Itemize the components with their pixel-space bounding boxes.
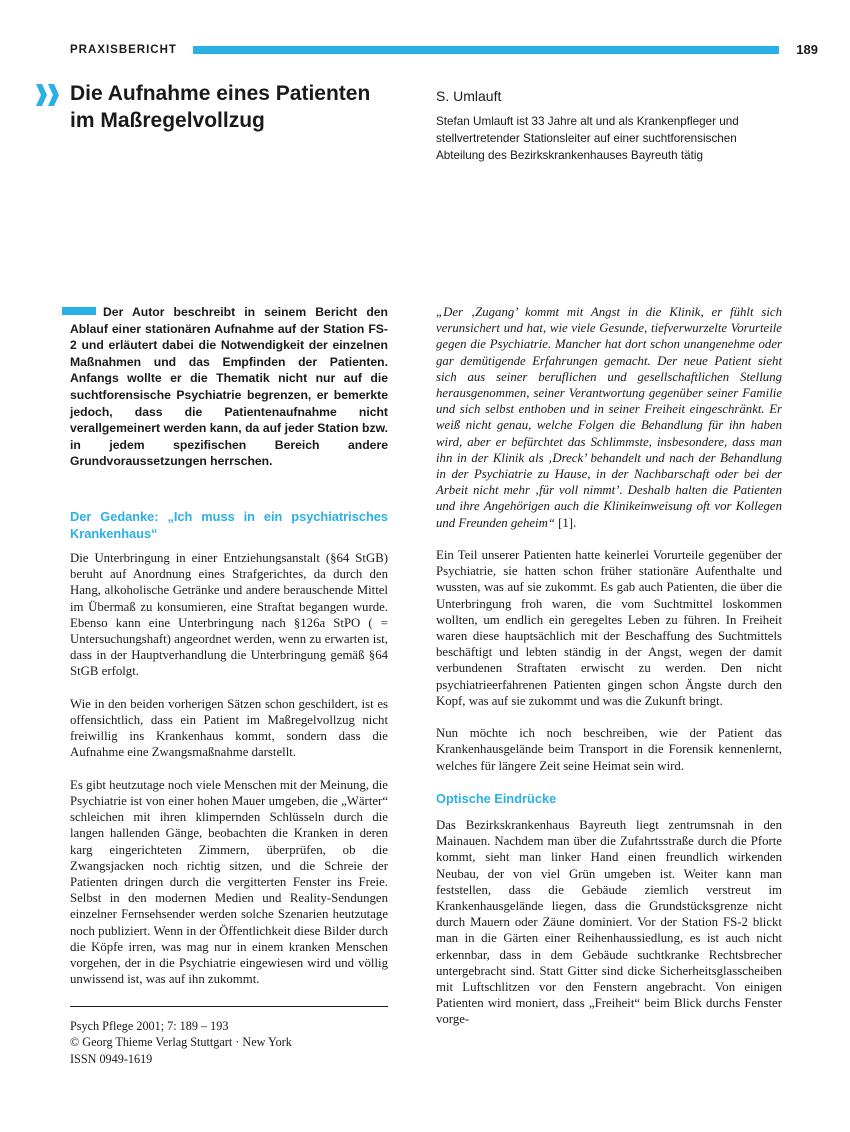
left-column [70, 304, 388, 1004]
title-line-1: Die Aufnahme eines Patienten [70, 82, 371, 105]
footer-citation [70, 1006, 388, 1067]
paragraph: Die Unterbringung in einer Entziehungsanstalt (§64 StGB) beruht auf Anordnung eines Strafgerichtes, da durch den Hang, alkoholische Getränke und andere berauschende Mittel im Übermaß zu konsumieren, eine Straftat begangen wurde. Ebenso kann eine Unterbringung nach §126a StPO ( = Untersuchungshaft) angeordnet werden, wenn zu erwarten ist, dass in der Hauptverhandlung die Unterbringung gemäß §64 StGB erfolgt. [70, 550, 388, 679]
paragraph: Wie in den beiden vorherigen Sätzen schon geschildert, ist es offensichtlich, dass ein Patient im Maßregelvollzug nicht freiwillig ins Krankenhaus kommt, sondern dass die Aufnahme eine Zwangsmaßnahme darstellt. [70, 696, 388, 760]
running-header [70, 40, 818, 60]
section-heading-optische-eindruecke: Optische Eindrücke [436, 791, 557, 807]
paragraph: Das Bezirkskrankenhaus Bayreuth liegt zentrumsnah in den Mainauen. Nachdem man über die Zufahrtsstraße durch die Pforte kommt, sieht man linker Hand einen freundlich wirkenden Neubau, der von viel Grün umgeben ist. Weiter kann man feststellen, dass die Gebäude ziemlich verstreut im Krankenhausgelände liegen, dass die Grundstücksgrenze nicht durch Mauern oder Zäune dominiert. Vor der Station FS-2 blickt man in die Gärten einer Reihenhaussiedlung, es ist auch nicht erkennbar, dass in dem Gebäude suchtkranke Rechtsbrecher untergebracht sind. Statt Gitter sind dicke Sicherheitsglasscheiben mit Luftschlitzen vor den Fenstern angebracht. Von einigen Patienten wird moniert, dass „Freiheit“ beim Blick durchs Fenster vorge- [436, 818, 782, 1027]
abstract-text: Der Autor beschreibt in seinem Bericht den Ablauf einer stationären Aufnahme auf der Station FS-2 und erläutert dabei die Notwendigkeit der einzelnen Maßnahmen und das Empfinden der Patienten. Anfangs wollte er die Thematik nicht nur auf die suchtforensische Psychiatrie begrenzen, er bemerkte jedoch, dass die Patientenaufnahme nicht verallgemeinert werden kann, da auf jeder Station bzw. in jedem spezifischen Bereich andere Grundvoraussetzungen herrschen. [70, 305, 388, 469]
page-number: 189 [796, 42, 818, 57]
block-quote [436, 304, 782, 531]
title-line-2: im Maßregelvollzug [70, 109, 265, 132]
journal-citation: Psych Pflege 2001; 7: 189 – 193 [70, 1019, 229, 1033]
paragraph: Ein Teil unserer Patienten hatte keinerlei Vorurteile gegenüber der Psychiatrie, sie hatten schon früher stationäre Aufenthalte und wussten, was auf sie zukommt. Es gab auch Patienten, die über die Unterbringung froh waren, die vom Suchtmittel loskommen wollten, um endlich ein geregeltes Leben zu führen. In Freiheit waren diese hauptsächlich mit der Beschaffung des Suchtmittels beschäftigt und lebten ständig in der Angst, wegen der damit verbundenen Straftaten erwischt zu werden. Den nicht psychiatrieerfahrenen Patienten gingen schon Ängste durch den Kopf, was auf sie zukommt und was die Zukunft bringt. [436, 548, 782, 708]
publisher: © Georg Thieme Verlag Stuttgart · New York [70, 1035, 292, 1050]
paragraph: Es gibt heutzutage noch viele Menschen mit der Meinung, die Psychiatrie ist von einer hohen Mauer umgeben, die „Wärter“ schleichen mit ihren klimpernden Schlüsseln durch die langen hallenden Gänge, beobachten die Kranken in deren karg eingerichteten Zimmern, überprüfen, ob die Zwangsjacken noch richtig sitzen, und die Schreie der Patienten dringen durch die vergitterten Fenster ins Freie. Selbst in den modernen Medien und Reality-Sendungen einzelner Fernsehsender werden solche Szenarien heutzutage noch publiziert. Wenn in der Öffentlichkeit diese Bilder durch die Köpfe irren, was mag nur in einem kranken Menschen vorgehen, der in die Psychiatrie eingewiesen wird und völlig unwissend ist, was auf ihn zukommt. [70, 777, 388, 987]
section-label: PRAXISBERICHT [70, 44, 177, 56]
quote-text: „Der ‚Zugang’ kommt mit Angst in die Klinik, er fühlt sich verunsichert und hat, wie viele Gesunde, tiefverwurzelte Vorurteile gegen die Psychiatrie. Mancher hat dort schon unangenehme oder gar demütigende Erfahrungen gemacht. Der neue Patient sieht sich aus seiner beruflichen und gesellschaftlichen Stellung herausgenommen, seiner Verantwortung gegenüber seiner Familie und sich selbst enthoben und in seiner Freiheit eingeschränkt. Er weiß nicht genau, welche Folgen die Behandlung für ihn haben wird, aber er befürchtet das Schlimmste, insbesondere, dass man ihn in der Klinik als ‚Dreck’ behandelt und nach der Behandlung in der Psychiatrie zu Hause, in der Nachbarschaft oder bei der Arbeit nicht mehr ‚für voll nimmt’. Deshalb halten die Patienten und ihre Angehörigen auch die Klinikeinweisung oft vor Kollegen und Freunden geheim“ [436, 305, 782, 530]
right-column [436, 304, 782, 1044]
issn: ISSN 0949-1619 [70, 1051, 153, 1066]
paragraph: Nun möchte ich noch beschreiben, wie der Patient das Krankenhausgelände beim Transport in die Forensik kennenlernt, welches für längere Zeit seine Heimat sein wird. [436, 726, 782, 773]
header-accent-bar [193, 46, 779, 54]
citation-reference: [1]. [554, 515, 577, 530]
author-bio: Stefan Umlauft ist 33 Jahre alt und als Krankenpfleger und stellvertretender Stationsleiter auf einer suchtforensischen Abteilung des Bezirkskrankenhauses Bayreuth tätig [436, 115, 739, 162]
abstract-accent-bar [62, 307, 96, 315]
author-name: S. Umlauft [436, 88, 502, 104]
section-heading-gedanke: Der Gedanke: „Ich muss in ein psychiatrisches Krankenhaus“ [70, 508, 388, 541]
article-title [70, 80, 400, 134]
abstract [70, 304, 388, 470]
double-chevron-icon [36, 84, 60, 106]
